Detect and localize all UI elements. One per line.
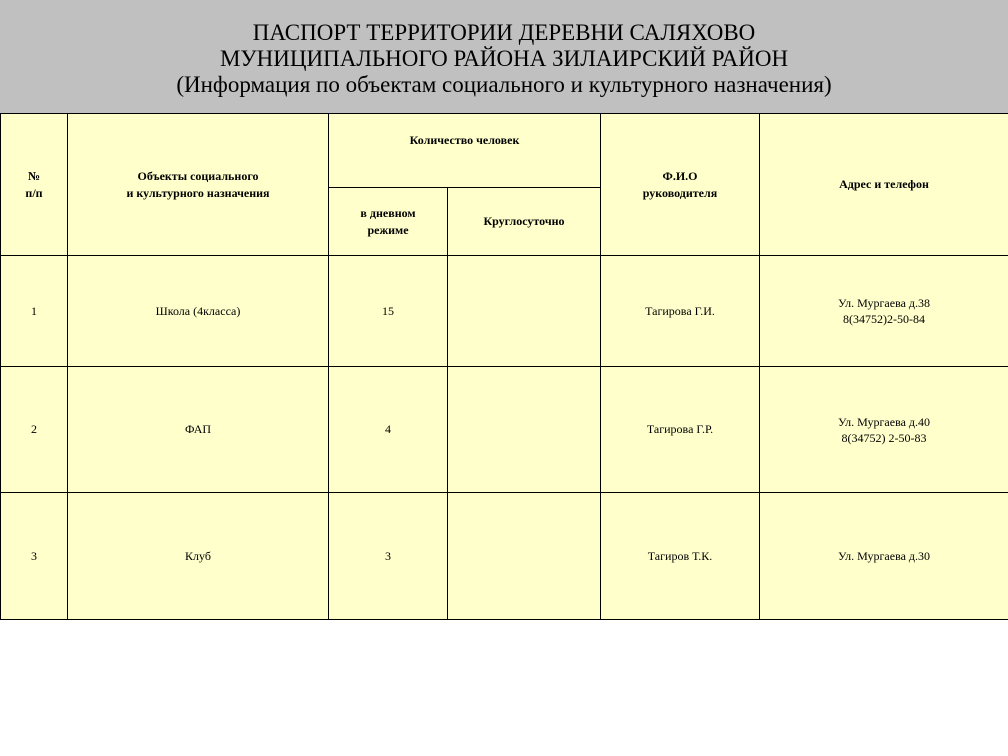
header-day-mode bbox=[329, 188, 448, 256]
cell-day: 15 bbox=[329, 256, 448, 367]
cell-address bbox=[760, 493, 1008, 620]
cell-num: 1 bbox=[1, 256, 68, 367]
header-object-line1: Объекты социального bbox=[137, 168, 259, 183]
header-head bbox=[601, 114, 760, 256]
cell-object: Школа (4класса) bbox=[68, 256, 329, 367]
header-quantity: Количество человек bbox=[329, 114, 601, 188]
table-row bbox=[1, 256, 1008, 367]
cell-round bbox=[448, 367, 601, 493]
header-round-the-clock: Круглосуточно bbox=[448, 188, 601, 256]
header-address: Адрес и телефон bbox=[760, 114, 1008, 256]
header-day-line2: режиме bbox=[367, 222, 409, 237]
address-line1: Ул. Мургаева д.40 bbox=[838, 414, 931, 429]
header-object bbox=[68, 114, 329, 256]
address-line1: Ул. Мургаева д.30 bbox=[838, 549, 931, 563]
header-head-line2: руководителя bbox=[642, 185, 718, 200]
cell-round bbox=[448, 256, 601, 367]
header-object-line2: и культурного назначения bbox=[126, 185, 270, 200]
cell-address bbox=[760, 367, 1008, 493]
title-line-3: (Информация по объектам социального и культурного назначения) bbox=[176, 72, 832, 97]
cell-day: 3 bbox=[329, 493, 448, 620]
cell-address bbox=[760, 256, 1008, 367]
cell-num: 3 bbox=[1, 493, 68, 620]
header-num bbox=[1, 114, 68, 256]
title-line-1: ПАСПОРТ ТЕРРИТОРИИ ДЕРЕВНИ САЛЯХОВО bbox=[252, 20, 756, 45]
header-num-line2: п/п bbox=[25, 185, 43, 200]
title-line-2: МУНИЦИПАЛЬНОГО РАЙОНА ЗИЛАИРСКИЙ РАЙОН bbox=[219, 46, 789, 71]
cell-num: 2 bbox=[1, 367, 68, 493]
address-line2: 8(34752)2-50-84 bbox=[843, 312, 925, 326]
header-head-line1: Ф.И.О bbox=[662, 168, 698, 183]
header-num-line1: № bbox=[27, 168, 41, 183]
objects-table-wrap bbox=[0, 113, 1008, 625]
objects-table bbox=[0, 113, 1008, 620]
address-line2: 8(34752) 2-50-83 bbox=[841, 430, 927, 445]
address-line1: Ул. Мургаева д.38 bbox=[838, 296, 931, 310]
cell-head: Тагиров Т.К. bbox=[601, 493, 760, 620]
cell-head: Тагирова Г.И. bbox=[601, 256, 760, 367]
cell-day: 4 bbox=[329, 367, 448, 493]
header-day-line1: в дневном bbox=[360, 205, 416, 220]
table-row bbox=[1, 367, 1008, 493]
cell-round bbox=[448, 493, 601, 620]
cell-head: Тагирова Г.Р. bbox=[601, 367, 760, 493]
cell-object: ФАП bbox=[68, 367, 329, 493]
table-header-row bbox=[1, 114, 1008, 188]
page-header bbox=[0, 0, 1008, 113]
cell-object: Клуб bbox=[68, 493, 329, 620]
table-row bbox=[1, 493, 1008, 620]
